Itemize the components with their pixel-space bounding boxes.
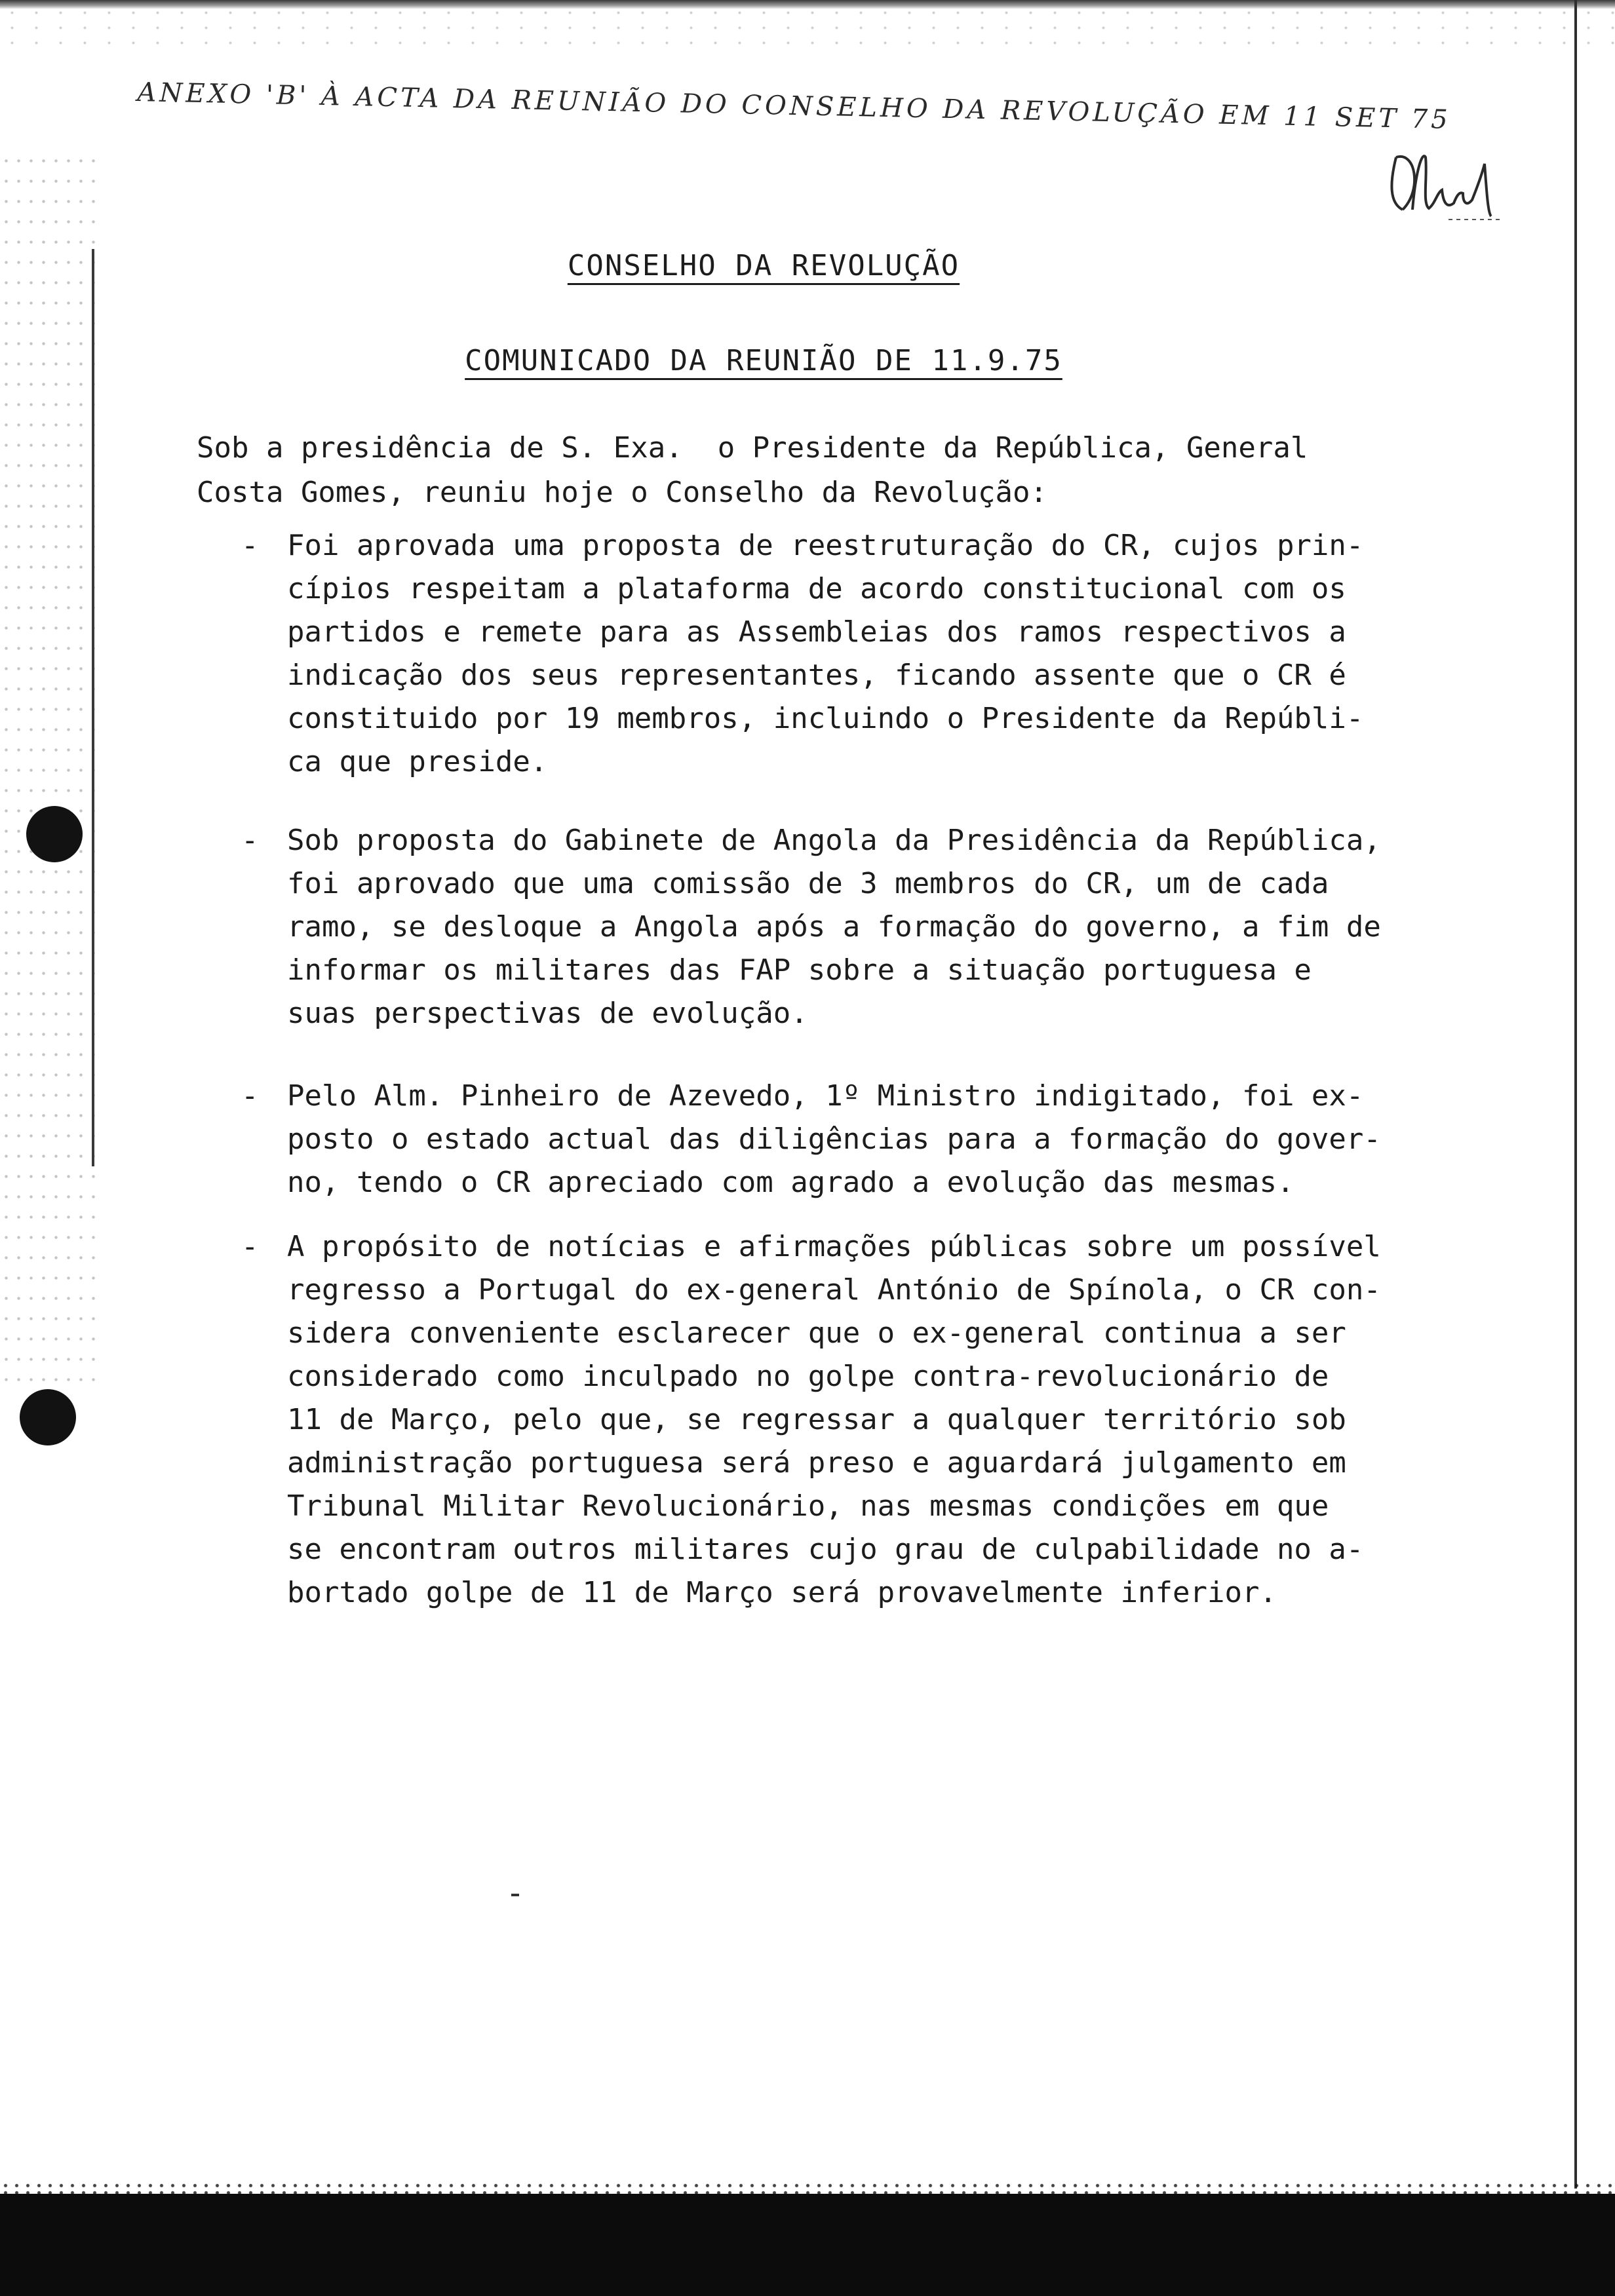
subheading-text: COMUNICADO DA REUNIÃO DE 11.9.75 [465,344,1062,377]
handwritten-annotation: ANEXO 'B' À ACTA DA REUNIÃO DO CONSELHO DA REVOLUÇÃO EM 11 SET 75 [137,77,1452,135]
handwritten-signature [1376,131,1508,223]
document-heading [0,249,1527,282]
punch-hole-bottom [20,1389,76,1445]
stray-ink-mark [511,1894,519,1896]
heading-text: CONSELHO DA REVOLUÇÃO [567,249,960,282]
list-item-text: Sob proposta do Gabinete de Angola da Presidência da República, foi aprovado que uma comissão de 3 membros do CR, um de cada ramo, se desloque a Angola após a formação do governo, a fim de informar os militares das FAP sobre a situação portuguesa e suas perspectivas de evolução. [287,824,1381,1030]
scan-bottom-band [0,2194,1615,2296]
list-item [243,1075,1488,1204]
list-item-text: Pelo Alm. Pinheiro de Azevedo, 1º Ministro indigitado, foi ex- posto o estado actual das diligências para a formação do gover- no, tendo o CR apreciado com agrado a evolução das mesmas. [287,1079,1381,1199]
list-bullet-dash: - [241,824,259,857]
document-subheading [0,344,1527,377]
scan-left-margin-noise [0,151,98,1396]
scan-right-border [1574,0,1577,2189]
list-item [243,524,1488,784]
list-bullet-dash: - [241,1230,259,1263]
list-item-text: Foi aprovada uma proposta de reestruturação do CR, cujos prin- cípios respeitam a plataforma de acordo constitucional com os partidos e remete para as Assembleias dos ramos respectivos a indicação dos seus representantes, ficando assente que o CR é constituido por 19 membros, incluindo o Presidente da Repúbli- ca que preside. [287,529,1364,778]
list-item-text: A propósito de notícias e afirmações públicas sobre um possível regresso a Portugal do ex-general António de Spínola, o CR con- sidera conveniente esclarecer que o ex-general continua a ser considerado como inculpado no golpe contra-revolucionário de 11 de Março, pelo que, se regressar a qualquer território sob administração portuguesa será preso e aguardará julgamento em Tribunal Militar Revolucionário, nas mesmas condições em que se encontram outros militares cujo grau de culpabilidade no a- bortado golpe de 11 de Março será provavelmente inferior. [287,1230,1381,1609]
list-bullet-dash: - [241,1079,259,1113]
list-item [243,819,1488,1035]
list-item [243,1225,1488,1615]
scan-top-noise [0,5,1615,51]
list-bullet-dash: - [241,529,259,562]
intro-paragraph: Sob a presidência de S. Exa. o Presidente da República, General Costa Gomes, reuniu hoje o Conselho da Revolução: [197,431,1308,509]
punch-hole-top [26,806,83,862]
scan-left-rule [92,249,94,1166]
